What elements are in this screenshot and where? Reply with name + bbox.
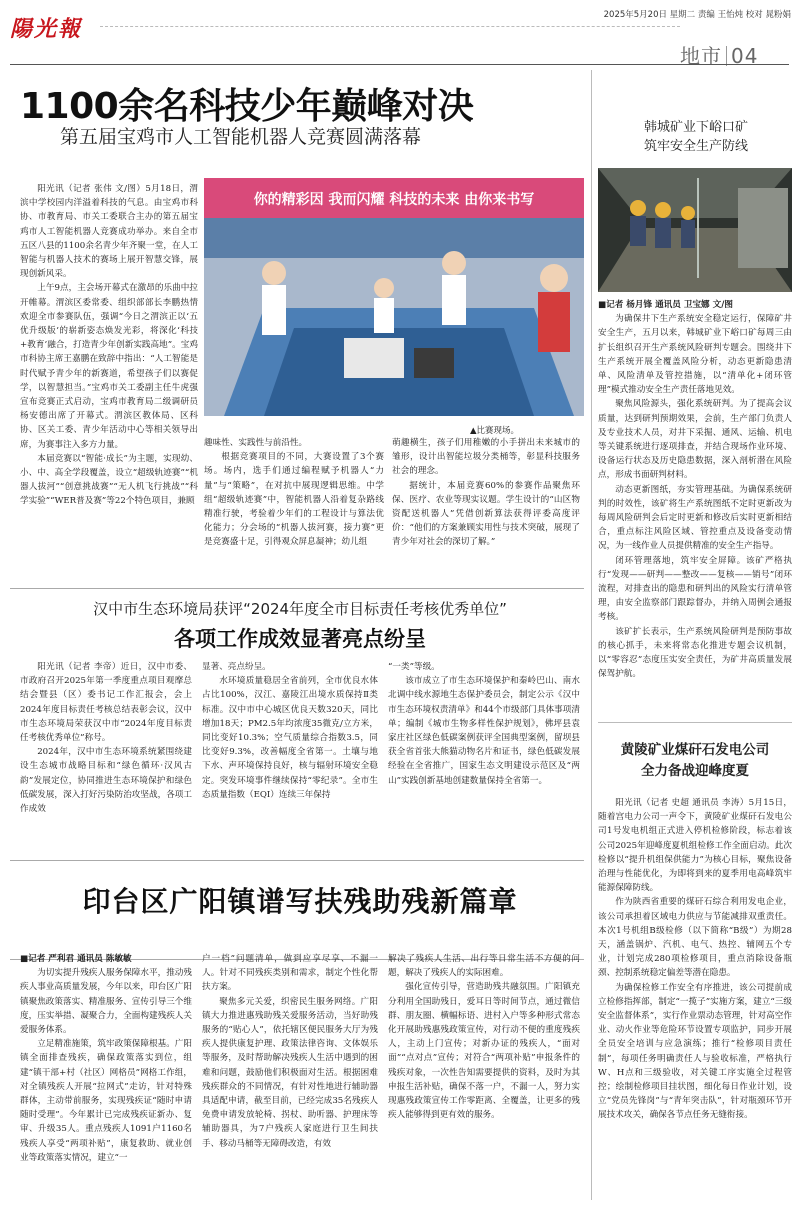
story2-headline-line: 韩城矿业下峪口矿: [643, 120, 748, 135]
page-number: 04: [731, 44, 759, 68]
photo-banner-text: 你的精彩因 我而闪耀 科技的未来 由你来书写: [253, 192, 535, 208]
story4-paragraph: 聚焦多元关爱，织密民生服务网络。广阳镇大力推进惠残助残关爱服务活动，当好助残服务的“贴心人”，依托辖区便民服务大厅为残疾人提供康复护理、政策法律咨询、文体娱乐等服务，及时帮助解决残疾人生活中遇到的困难和问题，鼓励他们积极面对生活。根据困难残疾群众的不同情况，有针对性地进行辅助器具适配申请，截至目前，已经完成35名残疾人免费申请发放轮椅、拐杖、助听器、护理床等辅助器具，为7户残疾人家庭进行卫生间扶手、移动马桶等无障碍改造，有效: [202, 996, 378, 1149]
story2-headline-line: 筑牢安全生产防线: [643, 139, 748, 154]
section-name: 地市: [680, 44, 722, 68]
story1-paragraph: 根据竞赛项目的不同，大赛设置了3个赛场。场内，选手们通过编程赋予机器人“力量”与“策略”，在对抗中展现逻辑思维。中学组“超级轨迹赛”中，智能机器人沿着复杂路线精准行驶，考验着少年们的工程设计与算法优化能力；分会场的“机器人拔河赛，接力赛”更是竞赛盛十足，引得观众屏息凝神；幼儿组: [204, 452, 384, 548]
story1-paragraph: 上午9点，主会场开幕式在激昂的乐曲中拉开帷幕。渭滨区委常委、组织部部长李鹏热情欢迎全市参赛队伍，强调“今日之渭滨正以‘五优升级版’的崭新姿态焕发光彩，将深化‘科技+教育’融合，打造青少年创新实践高地”。宝鸡市科协主席王嘉鹏在致辞中指出：“人工智能是时代赋予青少年的新赛道，希望孩子们以赛促学，以智慧担当。”宝鸡市关工委副主任牛虎强宣布竞赛正式启动，宝鸡市教育局二级调研员杨安德出席了开幕式。渭滨区教体局、区科协、区关工委、青少年活动中心等相关领导出席，为赛事注入多方力量。: [20, 283, 198, 450]
story1-subhead: 第五届宝鸡市人工智能机器人竞赛圆满落幕: [60, 126, 422, 148]
section-bar: [726, 46, 727, 66]
story5-paragraph: 阳光讯（记者 史超 通讯员 李涛）5月15日，随着宫电力公司一声令下，黄陵矿业煤矸石发电公司1号发电机组正式进入停机检修阶段，标志着该公司2025年迎峰度夏机组检修工作全面启动。此次检修以“提升机组保供能力”为核心目标，聚焦设备治理与性能优化，为即将到来的夏季用电高峰筑牢能源保障防线。: [598, 798, 792, 894]
masthead: [0, 0, 799, 68]
story4-column-1: [20, 952, 192, 1200]
story1-paragraph: 萌趣横生，孩子们用稚嫩的小手拼出未来城市的雏形，设计出智能垃圾分类桶等，彰显科技服务社会的理念。: [392, 438, 580, 477]
story4-paragraph: 解决了残疾人生活、出行等日常生活不方便的问题，解决了残疾人的实际困难。: [388, 954, 580, 979]
story4-paragraph: 强化宣传引导，营造助残共融氛围。广阳镇充分利用全国助残日，爱耳日等时间节点，通过微信群、朋友圈、横幅标语、进村入户等多种形式常态化开展助残惠残政策宣传，对行动不便的重度残疾人，主动上门宣传；对新办证的残疾人，“面对面”“点对点”宣传；对符合“两项补贴”申报条件的残疾对象，一次性告知需要提供的资料，及时为其申报生活补贴，确保不落一户，不漏一人，努力实现惠残政策宣传工作零距离、全覆盖，让更多的残疾人能够得到更有效的服务。: [388, 982, 580, 1121]
mine-tunnel-photo: [598, 168, 792, 292]
story1-paragraph: 本届竞赛以“智能·成长”为主题，实现幼、小、中、高全学段覆盖，设立“超级轨迹赛”“机器人拔河”“创意挑战赛”“无人机飞行挑战”“科学实验”“WER普及赛”等22个特色项目，兼顾: [20, 453, 198, 507]
story4-byline: ■记者 严利君 通讯员 陈敏敏: [20, 954, 132, 964]
story3-paragraph: “一类”等级。: [388, 662, 440, 672]
column-divider: [591, 70, 592, 1200]
story3-headline: 各项工作成效显著亮点纷呈: [174, 627, 426, 651]
story3-paragraph: 2024年，汉中市生态环境系统紧围绕建设生态城市战略目标和“绿色循环·汉风古韵”发展定位，协同推进生态环境保护和绿色低碳发展，深入打好污染防治攻坚战，各项工作成效: [20, 747, 192, 815]
story3-column-2: [202, 660, 378, 852]
story5-paragraph: 为确保检修工作安全有序推进，该公司提前成立检修指挥部，制定“一揽子”实施方案，建立“三级安全监督体系”，实行作业票动态管理，针对高空作业、动火作业等危险环节设置专项监护，同步开展全员安全培训与应急演练；推行“检修项目责任制”，每项任务明确责任人与验收标准，严格执行W、H点和三级验收，对关键工序实施全过程管控；绘制检修项目挂状图，细化每日作业计划，设立“党员先锋岗”与“青年突击队”，针对瓶颈环节开展技术攻关，确保各节点任务无缝衔接。: [598, 982, 792, 1121]
story5-headline-line: 黄陵矿业煤矸石发电公司: [620, 742, 770, 758]
story3-paragraph: 水环境质量稳居全省前列，全市优良水体占比100%，汉江、嘉陵江出境水质保持Ⅱ类标准。汉中市中心城区优良天数320天，同比增加18天；PM2.5年均浓度35微克/立方米，同比变好10.3%；空气质量综合指数3.5，同比变好9.3%，改善幅度全省第一。土壤与地下水、声环境保持良好，核与辐射环境安全稳定。突发环境事件继续保持“零纪录”。全市生态质量指数（EQI）连续三年保持: [202, 676, 378, 800]
story3-kicker: 汉中市生态环境局获评“2024年度全市目标责任考核优秀单位”: [93, 600, 507, 618]
story1-photo: [204, 178, 584, 416]
story2-paragraph: 闭环管理落地，筑牢安全屏障。该矿严格执行“发现——研判——整改——复核——销号”闭环流程，对排查出的隐患和研判出的风险实行清单管理，由安全监察部门跟踪督办，并纳入周例会通报考核。: [598, 555, 792, 623]
story1-column-2: [204, 436, 384, 586]
story4-column-2: [202, 952, 378, 1200]
story1-column-3: [392, 436, 580, 586]
story4-paragraph: 为切实提升残疾人服务保障水平，推动残疾人事业高质量发展，今年以来，印台区广阳镇聚焦政策落实、精准服务、宣传引导三个维度，压实举措、凝聚合力，全面构建残疾人关爱服务体系。: [20, 968, 192, 1036]
story2-photo: [598, 168, 792, 292]
story1-paragraph: 阳光讯（记者 张伟 文/图）5月18日，渭滨中学校园内洋溢着科技的气息。由宝鸡市科协、市教育局、市关工委联合主办的第五届宝鸡市人工智能机器人竞赛成功举办。来自全市五区八县的1100余名青少年齐聚一堂，在人工智能与机器人技术的赛场上展开智慧交锋，展现创新风采。: [20, 184, 198, 280]
newspaper-logo: 陽光報: [10, 16, 83, 42]
story1-column-1: [20, 182, 198, 582]
story4-headline: 印台区广阳镇谱写扶残助残新篇章: [82, 885, 518, 918]
story3-column-1: [20, 660, 192, 852]
story3-paragraph: 阳光讯（记者 李帝）近日，汉中市委、市政府召开2025年第一季度重点项目观摩总结会暨县（区）委书记工作汇报会，会上2024年度目标责任考核总结表彰会议，汉中市生态环境局荣获汉中市“2024年度目标责任考核优秀单位”称号。: [20, 662, 192, 744]
story5-headline: [598, 740, 792, 782]
story1-headline: 1100余名科技少年巅峰对决: [20, 86, 474, 127]
story1-caption: ▲比赛现场。: [470, 426, 520, 436]
story2-body: [598, 298, 792, 718]
story3-paragraph: 该市成立了市生态环境保护和秦岭巴山、南水北调中线水源地生态保护委员会，制定公示《汉中市生态环境权责清单》和44个市级部门具体事项清单；编制《城市生物多样性保护规划》，佛坪县袁家庄社区绿色低碳案例获评全国典型案例，留坝县获全省首张大熊猫动物名片和证书，绿色低碳发展经验在全省推广，国家生态文明建设示范区及“两山”实践创新基地创建数量保持全省第一。: [388, 676, 580, 786]
story5-headline-line: 全力备战迎峰度夏: [641, 763, 749, 779]
story3-paragraph: 显著、亮点纷呈。: [202, 662, 271, 672]
top-rule: [10, 64, 789, 65]
header-divider: [100, 26, 680, 27]
story4-paragraph: 立足精准施策，筑牢政策保障根基。广阳镇全面排查残疾，确保政策落实到位，组建“镇干部+村（社区）网格员”网格工作组，对全镇残疾人开展“拉网式”走访，针对特殊群体，主动带前服务，实现残疾证“随时申请随时受理”。今年累计已完成残疾证新办、复审、升级35人。重点残疾人1091户1160名残疾人享受“两项补贴”，康复救助、就业创业等政策落实情况，建立“一: [20, 1039, 192, 1163]
story5-paragraph: 作为陕西省重要的煤矸石综合利用发电企业，该公司承担着区域电力供应与节能减排双重责任。本次1号机组B级检修（以下简称“B级”）为期28天，涵盖锅炉、汽机、电气、热控、辅网五个专业，计划完成280项检修项目，重点消除设备瓶颈、控制系统稳定偏差等潜在隐患。: [598, 897, 792, 979]
story1-paragraph: 据统计，本届竞赛60%的参赛作品聚焦环保、医疗、农业等现实议题。学生设计的“山区物资配送机器人”凭借创新算法获得评委高度评价：“他们的方案兼顾实用性与技术突破，展现了青少年对社会的深切了解。”: [392, 480, 580, 548]
story2-paragraph: 聚焦风险源头，强化系统研判。为了提高会议质量，达到研判预期效果，会前，生产部门负责人及专业技术人员，对井下采掘、通风、运输、机电等关键系统进行逐项排查，并结合现场作业环境、设备运行状态及历史隐患数据，深入剖析潜在风险点，形成书面研判材料。: [598, 399, 792, 481]
story5-top-rule: [598, 722, 792, 723]
story5-body: [598, 796, 792, 1200]
story2-paragraph: 为确保井下生产系统安全稳定运行，保障矿井安全生产，五月以来，韩城矿业下峪口矿每周三由扩长组织召开生产系统风险研判专题会。围绕井下生产系统开展全覆盖风险分析，动态更新隐患清单、风险清单及管控措施，以“清单化+闭环管理”模式推动安全生产责任落地见效。: [598, 314, 792, 396]
story3-top-rule: [10, 588, 584, 589]
robot-competition-photo: [204, 178, 584, 416]
story1-paragraph: 趣味性、实践性与前沿性。: [204, 438, 308, 448]
story2-byline: ■记者 杨月锋 通讯员 卫宝娜 文/图: [598, 300, 733, 310]
story2-paragraph: 动态更新图纸，夯实管理基础。为确保系统研判的时效性，该矿将生产系统图纸不定时更新改为每周风险研判会后定时更新和修改后实时更新相结合，重点标注风险区域、管控重点及设备变动情况，为一线作业人员提供精准的安全生产指导。: [598, 484, 792, 552]
story2-headline: [598, 118, 794, 156]
story4-column-3: [388, 952, 580, 1200]
story3-column-3: [388, 660, 580, 852]
story4-paragraph: 户一档”问题清单，做到应享尽享、不漏一人。针对不同残疾类别和需求，制定个性化帮扶方案。: [202, 954, 378, 993]
date-line: 2025年5月20日 星期二 责编 王怡炖 校对 晁粉娟: [603, 10, 791, 20]
story2-paragraph: 该矿扩长表示，生产系统风险研判是预防事故的核心抓手，未来将常态化推进专题会议机制，以“零容忍”态度压实安全责任，为矿井高质量发展保驾护航。: [598, 626, 792, 680]
